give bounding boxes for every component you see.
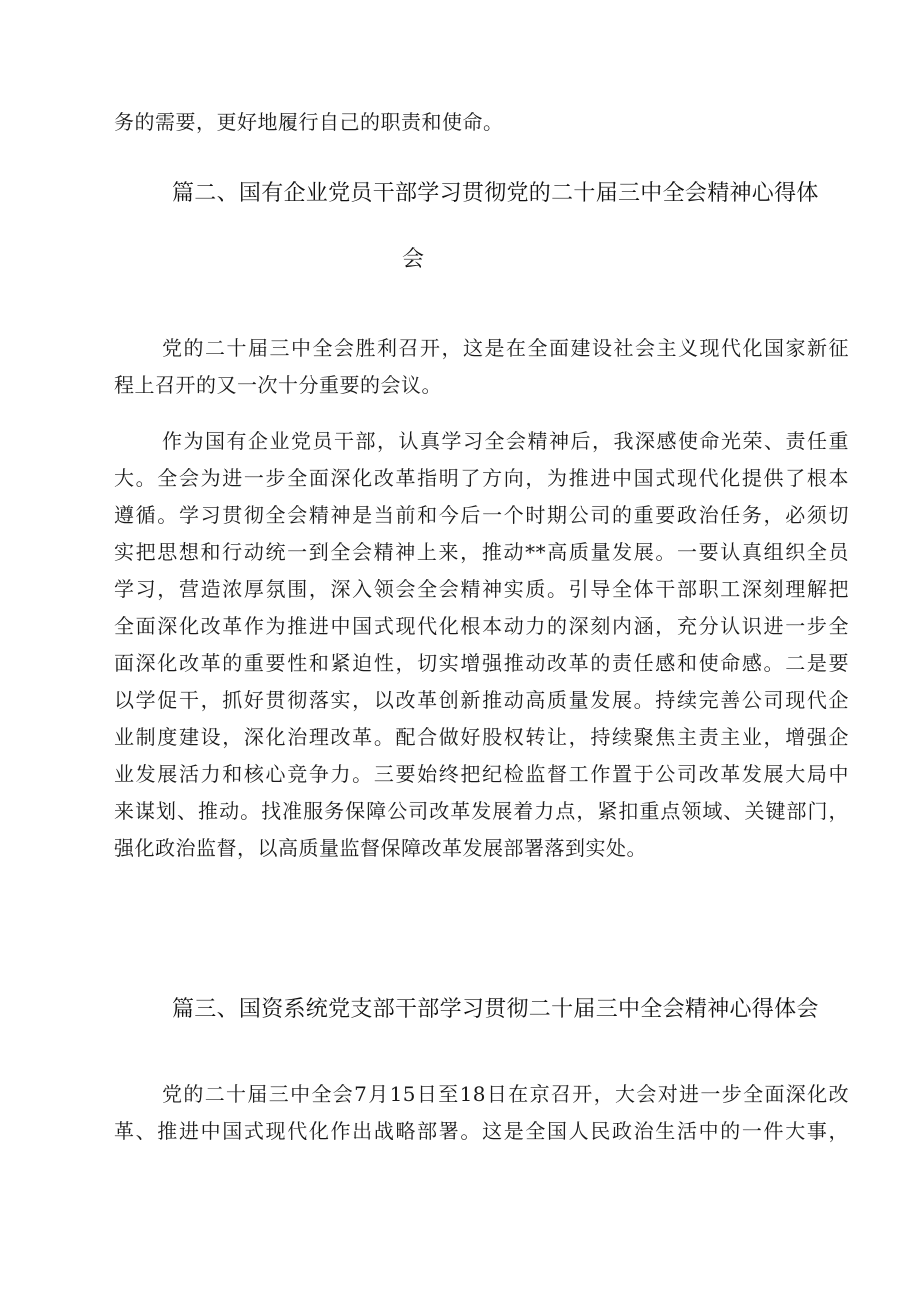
section2-title-line2: 会 xyxy=(402,247,425,272)
section2-para2-line: 强化政治监督，以高质量监督保障改革发展部署落到实处。 xyxy=(114,836,647,860)
section2-para2-line: 以学促干，抓好贯彻落实，以改革创新推动高质量发展。持续完善公司现代企 xyxy=(114,688,849,712)
section3-para1-line: 党的二十届三中全会7月15日至18日在京召开，大会对进一步全面深化改 xyxy=(162,1082,849,1106)
section2-para2-line: 学习，营造浓厚氛围，深入领会全会精神实质。引导全体干部职工深刻理解把 xyxy=(114,577,849,601)
section2-title-line1: 篇二、国有企业党员干部学习贯彻党的二十届三中全会精神心得体 xyxy=(172,181,819,206)
section2-para2-line: 作为国有企业党员干部，认真学习全会精神后，我深感使命光荣、责任重 xyxy=(162,429,849,453)
intro-tail-line: 务的需要，更好地履行自己的职责和使命。 xyxy=(114,110,504,134)
section2-para2-line: 面深化改革的重要性和紧迫性，切实增强推动改革的责任感和使命感。二是要 xyxy=(114,651,849,675)
section2-para2-line: 来谋划、推动。找准服务保障公司改革发展着力点，紧扣重点领域、关键部门， xyxy=(114,799,849,823)
section3-para1-line: 革、推进中国式现代化作出战略部署。这是全国人民政治生活中的一件大事， xyxy=(114,1119,849,1143)
section2-para2-line: 大。全会为进一步全面深化改革指明了方向，为推进中国式现代化提供了根本 xyxy=(114,466,849,490)
section2-para2-line: 实把思想和行动统一到全会精神上来，推动**高质量发展。一要认真组织全员 xyxy=(114,540,849,564)
section2-para2-line: 业制度建设，深化治理改革。配合做好股权转让，持续聚焦主责主业，增强企 xyxy=(114,725,849,749)
section2-para1-line: 程上召开的又一次十分重要的会议。 xyxy=(114,373,442,397)
section2-para2-line: 业发展活力和核心竞争力。三要始终把纪检监督工作置于公司改革发展大局中 xyxy=(114,762,849,786)
section2-para2-line: 全面深化改革作为推进中国式现代化根本动力的深刻内涵，充分认识进一步全 xyxy=(114,614,849,638)
section2-para1-line: 党的二十届三中全会胜利召开，这是在全面建设社会主义现代化国家新征 xyxy=(162,336,849,360)
section3-title: 篇三、国资系统党支部干部学习贯彻二十届三中全会精神心得体会 xyxy=(172,997,819,1022)
section2-para2-line: 遵循。学习贯彻全会精神是当前和今后一个时期公司的重要政治任务，必须切 xyxy=(114,503,849,527)
